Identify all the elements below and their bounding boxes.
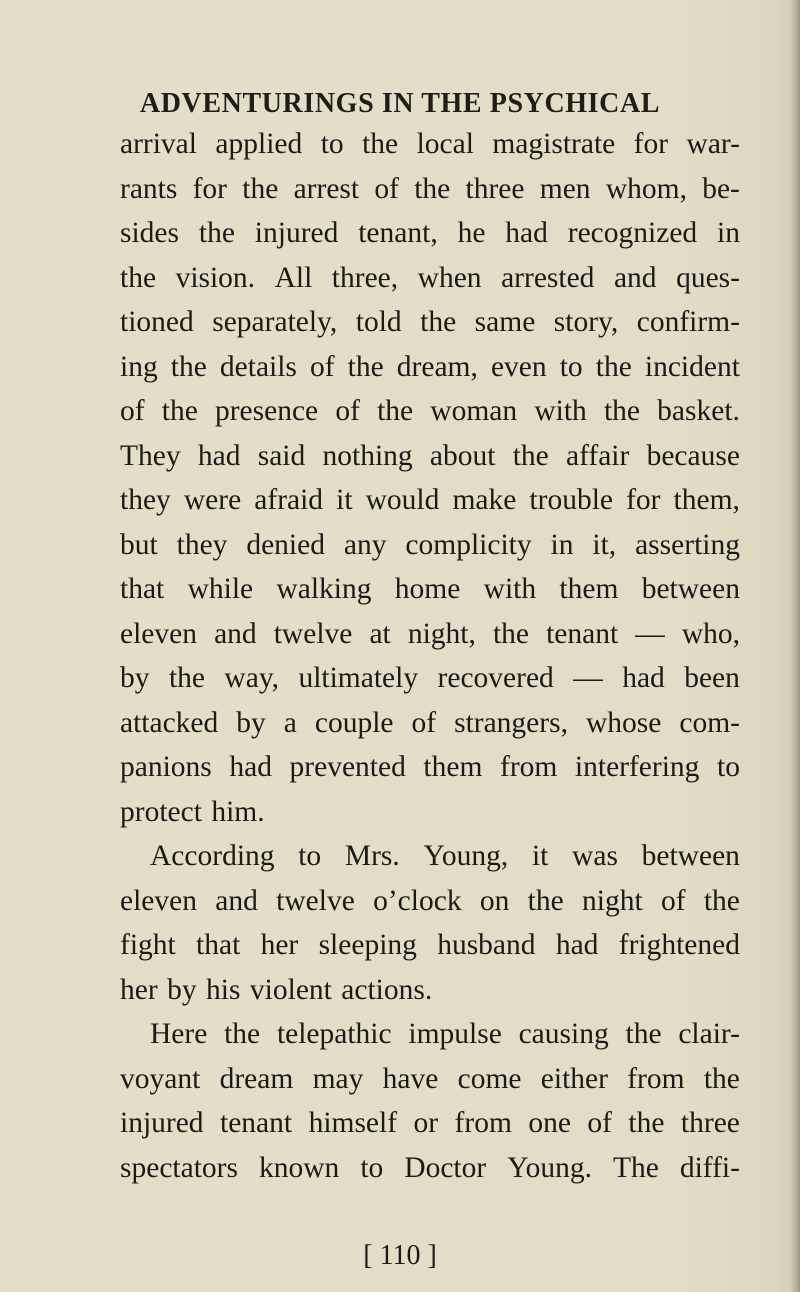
text-line — [120, 478, 740, 523]
word: from — [500, 751, 558, 783]
word: woman — [430, 395, 518, 427]
word: protect — [120, 795, 202, 828]
word: The — [612, 1151, 659, 1184]
text-line — [120, 389, 740, 434]
word: tenant — [220, 1107, 293, 1139]
text-line — [120, 701, 740, 746]
word: of — [310, 350, 335, 383]
word: for — [626, 484, 661, 516]
word: arrested — [501, 261, 595, 294]
word: basket. — [657, 395, 740, 427]
word: ing — [120, 350, 158, 383]
text-line — [120, 523, 740, 568]
word: that — [120, 573, 165, 605]
word: telepathic — [276, 1018, 392, 1050]
word: to — [298, 840, 322, 872]
word: night — [582, 884, 643, 917]
word: violent — [249, 973, 332, 1006]
word: the — [362, 128, 399, 160]
word: the — [703, 1062, 740, 1095]
text-line — [120, 256, 740, 301]
word: afraid — [254, 484, 324, 516]
word: it — [531, 840, 549, 872]
word: whose — [585, 706, 662, 739]
word: the — [161, 395, 198, 427]
word: nothing — [322, 439, 413, 472]
word: Here — [150, 1018, 208, 1050]
word: asserting — [635, 528, 740, 561]
word: in — [550, 528, 574, 561]
word: when — [417, 261, 482, 294]
word: three — [465, 172, 525, 205]
word: the — [242, 172, 279, 205]
word: complicity — [405, 528, 532, 561]
word: causing — [518, 1018, 609, 1050]
word: walking — [276, 573, 372, 605]
word: him. — [211, 795, 265, 828]
word: spectators — [120, 1151, 238, 1184]
word: had — [622, 662, 665, 694]
word: rants — [120, 172, 178, 205]
word: separately, — [212, 306, 338, 338]
text-line — [120, 790, 740, 835]
text-line — [120, 122, 740, 167]
word: three, — [331, 261, 399, 294]
word: diffi- — [679, 1151, 740, 1184]
word: have — [382, 1062, 439, 1095]
word: be- — [702, 172, 740, 205]
text-line — [120, 1101, 740, 1146]
word: interfering — [574, 751, 700, 783]
text-line — [120, 612, 740, 657]
text-line — [120, 300, 740, 345]
word: All — [274, 261, 313, 294]
word: story, — [553, 306, 619, 338]
word: husband — [437, 929, 536, 961]
word: and — [613, 261, 657, 294]
word: to — [320, 128, 344, 160]
word: for — [633, 128, 669, 160]
text-line — [120, 211, 740, 256]
word: said — [257, 439, 306, 472]
text-line — [120, 567, 740, 612]
word: sleeping — [318, 929, 417, 961]
word: attacked — [120, 706, 219, 739]
word: because — [646, 439, 740, 472]
word: clair- — [678, 1018, 740, 1050]
word: while — [187, 573, 254, 605]
word: was — [572, 840, 618, 872]
word: twelve — [276, 884, 355, 917]
word: they — [120, 484, 171, 516]
word: the — [625, 1018, 662, 1050]
word: ques- — [676, 261, 740, 294]
word: eleven — [120, 884, 197, 917]
text-line — [120, 923, 740, 968]
word: of — [374, 172, 399, 205]
word: to — [360, 1151, 384, 1184]
word: According — [150, 840, 275, 872]
word: and — [215, 884, 258, 917]
word: either — [540, 1062, 608, 1095]
word: a — [283, 706, 297, 739]
text-line — [120, 745, 740, 790]
word: recovered — [437, 662, 554, 694]
text-line — [120, 656, 740, 701]
word: of — [120, 395, 145, 427]
page-edge-shadow — [790, 0, 800, 1292]
word: recognized — [567, 217, 698, 249]
word: arrival — [120, 128, 197, 160]
word: confirm- — [636, 306, 740, 338]
word: applied — [215, 128, 303, 160]
word: between — [641, 840, 740, 872]
word: tenant, — [358, 217, 438, 249]
word: the — [603, 395, 640, 427]
word: — — [635, 617, 665, 650]
word: who, — [681, 617, 740, 650]
word: the — [492, 617, 529, 650]
word: her — [120, 973, 158, 1006]
word: way, — [224, 662, 280, 694]
page-number: [ 110 ] — [363, 1240, 437, 1271]
word: frightened — [618, 929, 740, 961]
word: magistrate — [492, 128, 616, 160]
word: had — [229, 751, 272, 783]
word: her — [260, 929, 299, 961]
word: but — [120, 528, 158, 561]
word: o’clock — [373, 884, 462, 917]
word: twelve — [273, 617, 353, 650]
word: the — [377, 395, 414, 427]
word: to — [559, 350, 583, 383]
word: war- — [686, 128, 740, 160]
text-line — [120, 1146, 740, 1191]
word: couple — [314, 706, 394, 739]
word: the — [703, 884, 740, 917]
word: come — [457, 1062, 522, 1095]
word: injured — [254, 217, 339, 249]
text-line — [120, 1012, 740, 1057]
word: of — [587, 1107, 612, 1139]
word: of — [335, 395, 360, 427]
word: had — [197, 439, 241, 472]
word: vision. — [175, 261, 256, 294]
word: actions. — [341, 973, 433, 1006]
word: com- — [679, 706, 740, 739]
word: his — [206, 973, 241, 1006]
word: prevented — [289, 751, 406, 783]
word: night, — [407, 617, 476, 650]
word: the — [420, 306, 457, 338]
word: of — [660, 884, 686, 917]
word: dream — [219, 1062, 294, 1095]
word: about — [429, 439, 496, 472]
word: the — [512, 439, 549, 472]
word: They — [120, 439, 181, 472]
word: voyant — [120, 1062, 201, 1095]
word: for — [192, 172, 228, 205]
word: the — [628, 1107, 665, 1139]
word: even — [490, 350, 547, 383]
word: it, — [592, 528, 617, 561]
word: it — [336, 484, 353, 516]
word: the — [198, 217, 235, 249]
word: fight — [120, 929, 176, 961]
word: been — [684, 662, 740, 694]
text-line — [120, 167, 740, 212]
text-line — [120, 834, 740, 879]
word: with — [483, 573, 537, 605]
word: of — [411, 706, 437, 739]
word: them — [423, 751, 483, 783]
word: Young, — [423, 840, 509, 872]
word: same — [474, 306, 536, 338]
word: with — [534, 395, 587, 427]
word: any — [343, 528, 387, 561]
word: from — [627, 1062, 685, 1095]
word: the — [527, 884, 564, 917]
word: one — [528, 1107, 571, 1139]
text-line — [120, 345, 740, 390]
text-line — [120, 968, 740, 1013]
word: the — [347, 350, 384, 383]
word: by — [167, 973, 197, 1006]
word: the — [414, 172, 451, 205]
word: known — [258, 1151, 340, 1184]
body-text — [120, 122, 740, 1190]
word: told — [355, 306, 402, 338]
word: tenant — [546, 617, 619, 650]
word: tioned — [120, 306, 194, 338]
word: men — [539, 172, 591, 205]
text-line — [120, 434, 740, 479]
word: incident — [644, 350, 740, 383]
word: home — [394, 573, 461, 605]
word: himself — [308, 1107, 398, 1139]
word: they — [176, 528, 228, 561]
word: Doctor — [404, 1151, 487, 1184]
word: — — [573, 662, 603, 694]
word: eleven — [120, 617, 197, 650]
word: injured — [120, 1107, 204, 1139]
word: between — [641, 573, 740, 605]
word: the — [224, 1018, 261, 1050]
word: whom, — [605, 172, 687, 205]
word: three — [680, 1107, 740, 1139]
word: the — [168, 662, 205, 694]
word: details — [219, 350, 297, 383]
word: at — [369, 617, 391, 650]
word: denied — [246, 528, 325, 561]
word: the — [120, 261, 157, 294]
word: in — [717, 217, 740, 249]
word: to — [717, 751, 740, 783]
word: or — [413, 1107, 439, 1139]
word: would — [365, 484, 440, 516]
word: sides — [120, 217, 179, 249]
word: by — [236, 706, 266, 739]
word: and — [214, 617, 257, 650]
word: presence — [214, 395, 319, 427]
word: panions — [120, 751, 212, 783]
word: them, — [673, 484, 740, 516]
word: from — [454, 1107, 512, 1139]
word: may — [312, 1062, 364, 1095]
word: he — [457, 217, 486, 249]
word: affair — [566, 439, 630, 472]
word: the — [170, 350, 207, 383]
word: make — [452, 484, 517, 516]
word: dream, — [396, 350, 478, 383]
text-line — [120, 879, 740, 924]
word: on — [479, 884, 510, 917]
word: had — [505, 217, 548, 249]
word: Young. — [507, 1151, 592, 1184]
word: arrest — [293, 172, 360, 205]
word: were — [183, 484, 242, 516]
word: strangers, — [454, 706, 568, 739]
word: that — [196, 929, 241, 961]
word: them — [559, 573, 619, 605]
word: impulse — [408, 1018, 502, 1050]
word: the — [595, 350, 632, 383]
word: had — [555, 929, 599, 961]
running-head: ADVENTURINGS IN THE PSYCHICAL — [139, 88, 661, 119]
text-line — [120, 1057, 740, 1102]
word: Mrs. — [344, 840, 400, 872]
word: local — [416, 128, 474, 160]
word: ultimately — [298, 662, 419, 694]
word: by — [120, 662, 150, 694]
word: trouble — [529, 484, 613, 516]
